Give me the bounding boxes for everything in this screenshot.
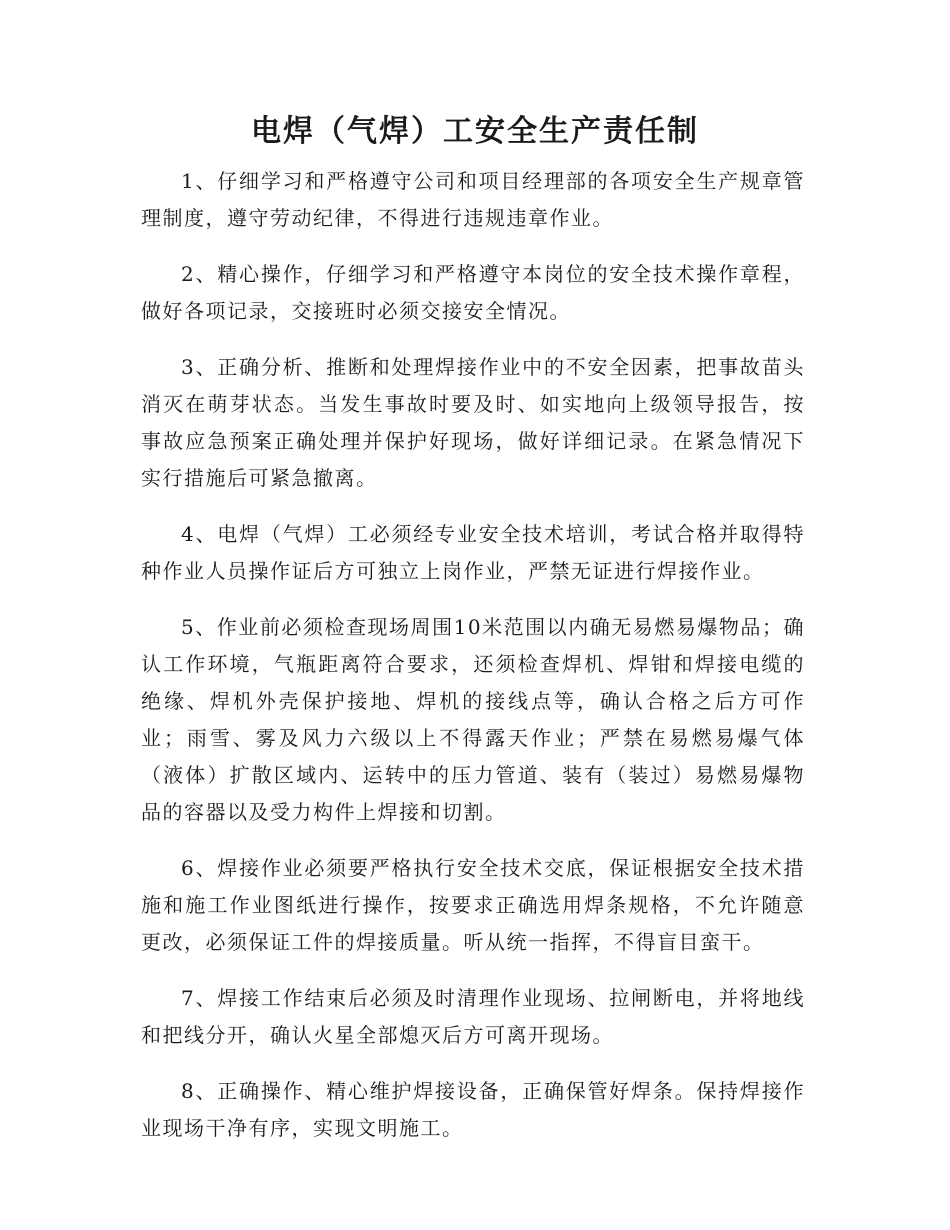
- clause-5: 5、作业前必须检查现场周围10米范围以内确无易燃易爆物品；确认工作环境，气瓶距离符合要求，还须检查焊机、焊钳和焊接电缆的绝缘、焊机外壳保护接地、焊机的接线点等，确认合格之后方可作业；雨雪、雾及风力六级以上不得露天作业；严禁在易燃易爆气体（液体）扩散区域内、运转中的压力管道、装有（装过）易燃易爆物品的容器以及受力构件上焊接和切割。: [141, 615, 805, 824]
- clause-2: 2、精心操作，仔细学习和严格遵守本岗位的安全技术操作章程，做好各项记录，交接班时必须交接安全情况。: [141, 262, 805, 323]
- document-body: [141, 163, 805, 1166]
- clause-4: 4、电焊（气焊）工必须经专业安全技术培训，考试合格并取得特种作业人员操作证后方可独立上岗作业，严禁无证进行焊接作业。: [141, 522, 805, 583]
- clause-7: 7、焊接工作结束后必须及时清理作业现场、拉闸断电，并将地线和把线分开，确认火星全部熄灭后方可离开现场。: [141, 986, 805, 1047]
- clause-1: 1、仔细学习和严格遵守公司和项目经理部的各项安全生产规章管理制度，遵守劳动纪律，不得进行违规违章作业。: [141, 169, 805, 230]
- clause-3: 3、正确分析、推断和处理焊接作业中的不安全因素，把事故苗头消灭在萌芽状态。当发生事故时要及时、如实地向上级领导报告，按事故应急预案正确处理并保护好现场，做好详细记录。在紧急情况下实行措施后可紧急撤离。: [141, 355, 805, 490]
- document-title: 电焊（气焊）工安全生产责任制: [251, 114, 699, 149]
- clause-6: 6、焊接作业必须要严格执行安全技术交底，保证根据安全技术措施和施工作业图纸进行操作，按要求正确选用焊条规格，不允许随意更改，必须保证工件的焊接质量。听从统一指挥，不得盲目蛮干。: [141, 856, 805, 954]
- clause-8: 8、正确操作、精心维护焊接设备，正确保管好焊条。保持焊接作业现场干净有序，实现文明施工。: [141, 1079, 805, 1140]
